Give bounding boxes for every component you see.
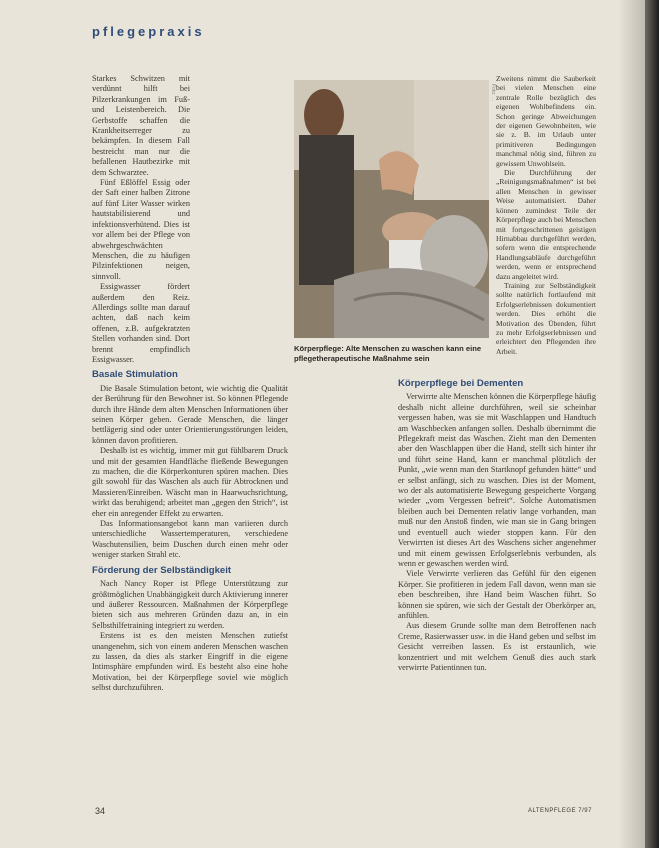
left-column-intro [92,74,190,365]
book-spine [645,0,659,848]
paragraph: Fünf Eßlöffel Essig oder der Saft einer halben Zitrone auf fünf Liter Wasser wirken hautstabilisierend und infektionsverhütend. Dies ist vor allem bei der Pflege von abwehrgeschwächten Menschen, die zu häufigen Pilzinfektionen neigen, sinnvoll. [92,178,190,281]
paragraph: Essigwasser fördert außerdem den Reiz. Allerdings sollte man darauf achten, daß nach keim offenen, z.B. aufgekratzten Stellen vorhanden sind. Dort brennt empfindlich Essigwasser. [92,282,190,364]
left-column [92,74,288,694]
section-heading: Basale Stimulation [92,369,178,381]
paragraph: Training zur Selbständigkeit sollte natürlich fortlaufend mit Erfolgserlebnissen dokumentiert werden. Dies erhöht die Motivation des Übenden, führt zu mehr Erfolgserlebnissen und erleichtert den Pflegenden ihre Arbeit. [496,280,596,356]
paragraph: Erstens ist es den meisten Menschen zutiefst unangenehm, sich von einem anderen Menschen waschen zu lassen, da dies als starker Eingriff in die eigene Intimsphäre empfunden wird. Es besteht also eine hohe Motivation, bei der Körperpflege soviel wie möglich selbst durchzuführen. [92,631,288,693]
page-gutter-shadow [618,0,645,848]
page-number: 34 [95,806,106,816]
paragraph: Die Basale Stimulation betont, wie wichtig die Qualität der Berührung für den Bewohner ist. So können Pflegende durch ihre Hände dem alten Menschen Informationen über seinen Körper geben. Gerade Menschen, die länger bettlägerig sind oder unter Orientierungsstörungen leiden, können davon profitieren. [92,383,288,445]
paragraph: Das Informationsangebot kann man variieren durch unterschiedliche Wassertemperaturen, verschiedene Waschutensilien, beim Duschen durch einen mehr oder weniger starken Strahl etc. [92,519,288,560]
article-photo [294,80,489,338]
paragraph: Viele Verwirrte verlieren das Gefühl für den eigenen Körper. Sie profitieren in jedem Fall davon, wenn man sie eben beschreiben, ihre Hand beim Waschen führt. So können sie spüren, wie sich der Gestalt der Oberkörper an, anfühlen. [398,569,596,620]
photo-credit: Foto: ... [490,84,496,101]
section-header: pflegepraxis [92,24,205,39]
paragraph: Nach Nancy Roper ist Pflege Unterstützung zur größtmöglichen Unabhängigkeit durch Aktivierung innerer und äußerer Ressourcen. Maßnahmen der Körperpflege bieten sich aus mehreren Gründen dazu an, in ein Selbsthilfetraining integriert zu werden. [92,579,288,630]
photo-washing-elderly-person [294,80,489,338]
paragraph: Zweitens nimmt die Sauberkeit bei vielen Menschen eine zentrale Rolle bezüglich des eigenen Wohlbefindens ein. Schon geringe Abweichungen der eigenen Gewohnheiten, wie sie z. B. im Urlaub unter primitiveren Bedingungen manchmal nötig sind, führen zu gewissem Unwohlsein. [496,74,596,168]
paragraph: Aus diesem Grunde sollte man dem Betroffenen nach Creme, Rasierwasser usw. in die Hand geben und selbst im Gesicht verreiben lassen. Es ist erstaunlich, wie konzentriert und mit welchem Genuß dies auch stark verwirrte Patientinnen tun. [398,621,596,672]
paragraph: Starkes Schwitzen mit verdünnt hilft bei Pilzerkrankungen im Fuß- und Leistenbereich. Die Gerbstoffe schaffen die Krankheitserreger zu bekämpfen. In diesem Fall bestreicht man nur die befallenen Hautbezirke mit dem Schwarztee. [92,74,190,177]
section-heading: Körperpflege bei Dementen [398,378,524,389]
section-heading: Förderung der Selbständigkeit [92,564,232,576]
paragraph: Die Durchführung der „Reinigungsmaßnahmen“ ist bei allen Menschen in gewisser Weise automatisiert. Daher können zumindest Teile der Körperpflege auch bei Menschen mit fortgeschrittenen geistigen Hirnabbau durchgeführt werden, sofern wenn die entsprechende Handlungsabläufe durchgeführt werden, wenn er entsprechend dazu angeleitet wird. [496,168,596,281]
right-column-top [496,74,596,356]
left-column-sections [92,370,288,693]
issue-footer: ALTENPFLEGE 7/97 [528,808,592,814]
paragraph: Deshalb ist es wichtig, immer mit gut fühlbarem Druck und mit der gesamten Handfläche fließende Bewegungen zu machen, die die Körperkonturen spüren machen. Dies gilt sowohl für das Waschen als auch für Abtrocknen und Massieren/Einreiben. Wäscht man in Haarwuchsrichtung, wirkt das beruhigend; arbeitet man „gegen den Strich“, ist eher ein anregender Effekt zu erwarten. [92,446,288,518]
paragraph: Verwirrte alte Menschen können die Körperpflege häufig deshalb nicht alleine durchführen, weil sie scheinbar vergessen haben, was sie mit Waschlappen und Handtuch am Waschbecken anfangen sollen. Deshalb übernimmt die Pflegekraft meist das Waschen. Zieht man den Dementen aber den Waschlappen über die Hand, stellt sich hinter ihr und führt seine Hand, kann er manchmal plötzlich der Punkt, „wie wenn man den Startknopf gefunden hätte“ und er selbst anfängt, sich zu waschen. Dies ist der Moment, wo der als automatisierte Bewegung gespeicherte Vorgang wieder „vom Vergessen befreit“. Solche Automatismen bleiben auch bei Dementen relativ lange vorhanden, man muß nur den Anstoß finden, wie man sie in Gang bringen und eventuell auch wieder stoppen kann. Für den Verwirrten ist dieses Art des Waschens sicher angenehmer und mit einem gewissen Erfolgserlebnis verbunden, als wenn er gewaschen werden wird. [398,392,596,568]
photo-caption: Körperpflege: Alte Menschen zu waschen kann eine pflegetherapeutische Maßnahme sein [294,344,482,363]
right-column [398,374,596,673]
